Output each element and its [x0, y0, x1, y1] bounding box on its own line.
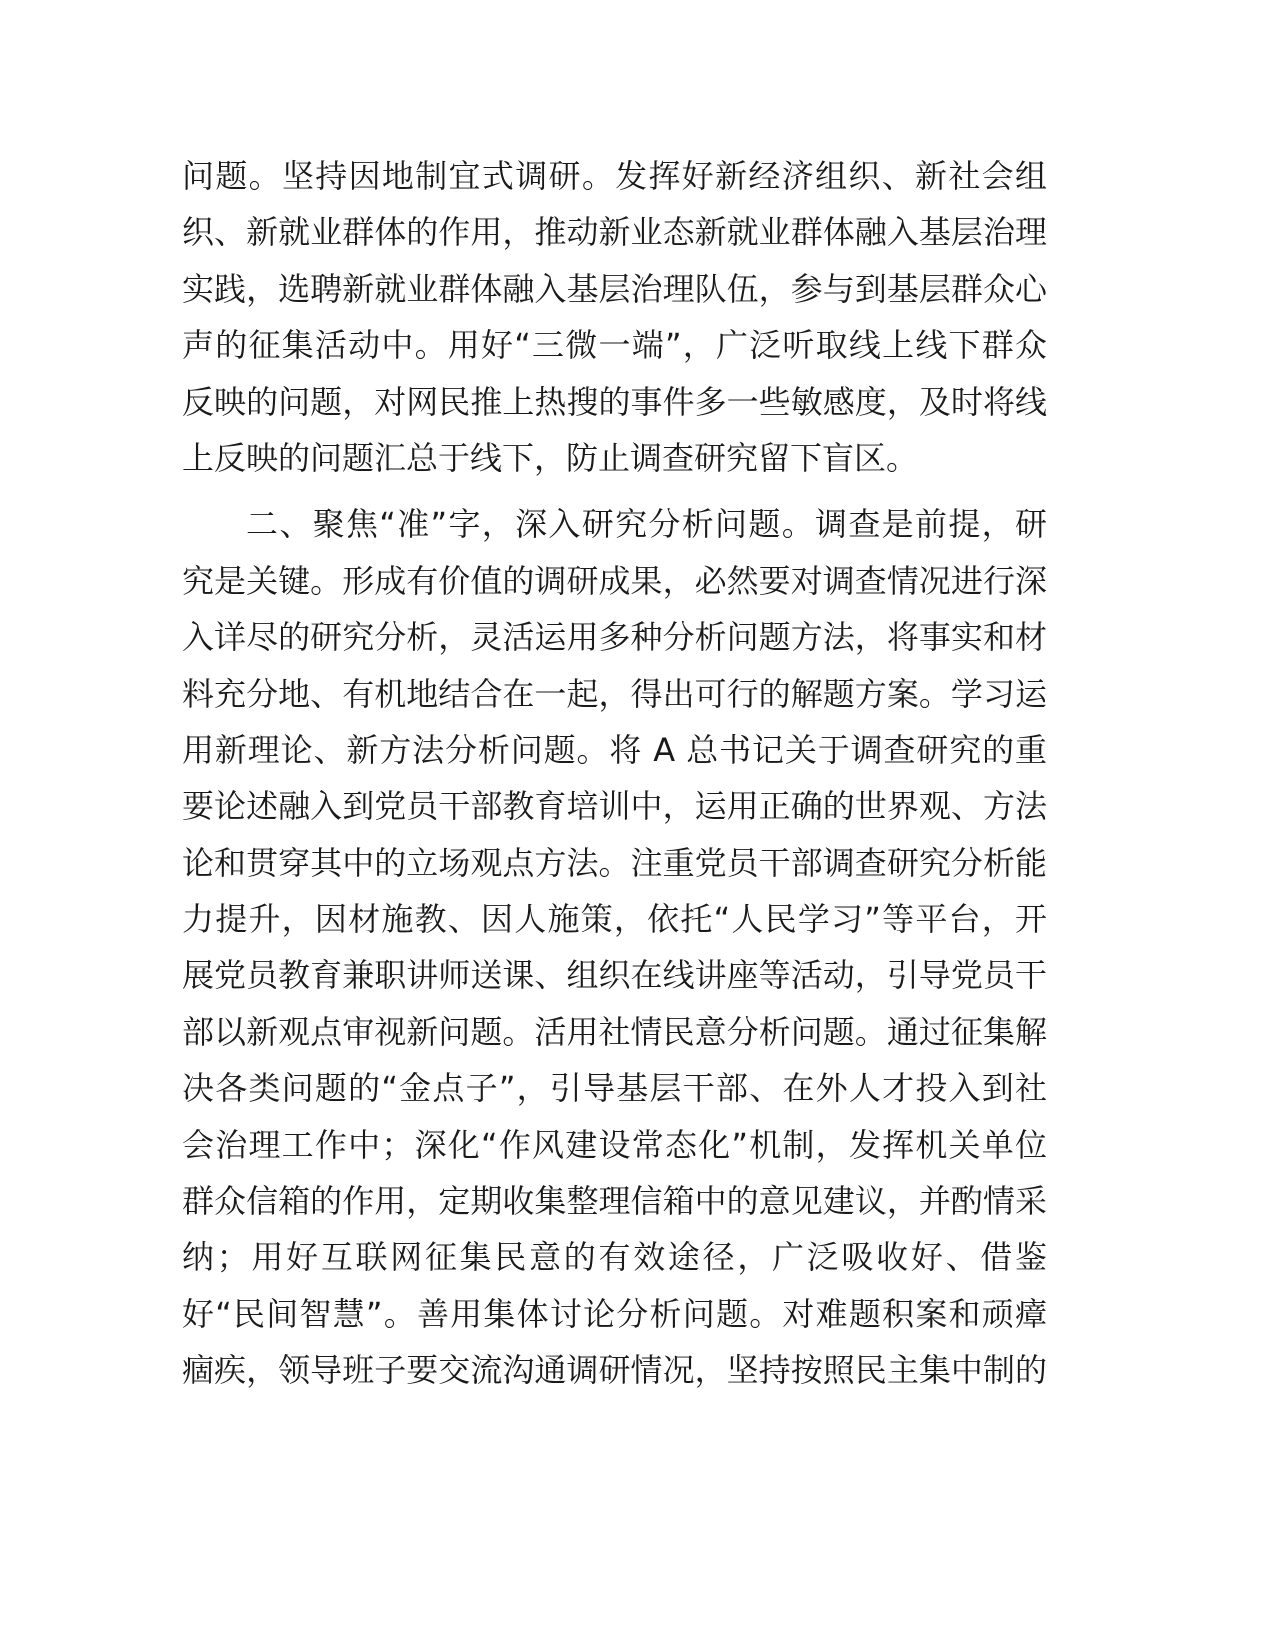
- paragraph-spacer: [182, 486, 1047, 496]
- paragraph-continuation: [182, 148, 1047, 486]
- text-line: 反映的问题，对网民推上热搜的事件多一些敏感度，及时将线: [182, 382, 1047, 421]
- text-line: 力提升，因材施教、因人施策，依托“人民学习”等平台，开: [182, 900, 1047, 939]
- text-line: 好“民间智慧”。善用集体讨论分析问题。对难题积案和顽瘴: [182, 1294, 1047, 1333]
- text-line: 会治理工作中；深化“作风建设常态化”机制，发挥机关单位: [182, 1125, 1047, 1164]
- section-heading-line: 二、聚焦“准”字，深入研究分析问题。调查是前提，研: [246, 505, 1047, 544]
- text-line: 论和贯穿其中的立场观点方法。注重党员干部调查研究分析能: [182, 843, 1047, 882]
- text-line: 织、新就业群体的作用，推动新业态新就业群体融入基层治理: [182, 213, 1047, 252]
- text-line: 纳；用好互联网征集民意的有效途径，广泛吸收好、借鉴: [182, 1238, 1047, 1277]
- text-line: 声的征集活动中。用好“三微一端”，广泛听取线上线下群众: [182, 326, 1047, 365]
- text-line: 上反映的问题汇总于线下，防止调查研究留下盲区。: [182, 438, 919, 477]
- text-line: 问题。坚持因地制宜式调研。发挥好新经济组织、新社会组: [182, 157, 1047, 195]
- text-line: 入详尽的研究分析，灵活运用多种分析问题方法，将事实和材: [182, 618, 1047, 657]
- body-text: [182, 148, 1047, 1399]
- text-line: 究是关键。形成有价值的调研成果，必然要对调查情况进行深: [182, 561, 1047, 600]
- text-line: 展党员教育兼职讲师送课、组织在线讲座等活动，引导党员干: [182, 956, 1047, 995]
- text-line: 决各类问题的“金点子”，引导基层干部、在外人才投入到社: [182, 1069, 1047, 1108]
- text-line: 要论述融入到党员干部教育培训中，运用正确的世界观、方法: [182, 787, 1047, 826]
- text-line: 实践，选聘新就业群体融入基层治理队伍，参与到基层群众心: [182, 269, 1047, 308]
- paragraph-section-two: [182, 496, 1047, 1398]
- text-line: 部以新观点审视新问题。活用社情民意分析问题。通过征集解: [182, 1012, 1047, 1051]
- text-line: 用新理论、新方法分析问题。将 A 总书记关于调查研究的重: [182, 730, 1047, 769]
- text-line: 料充分地、有机地结合在一起，得出可行的解题方案。学习运: [182, 674, 1047, 713]
- text-line: 痼疾，领导班子要交流沟通调研情况，坚持按照民主集中制的: [182, 1351, 1047, 1390]
- text-line: 群众信箱的作用，定期收集整理信箱中的意见建议，并酌情采: [182, 1182, 1047, 1221]
